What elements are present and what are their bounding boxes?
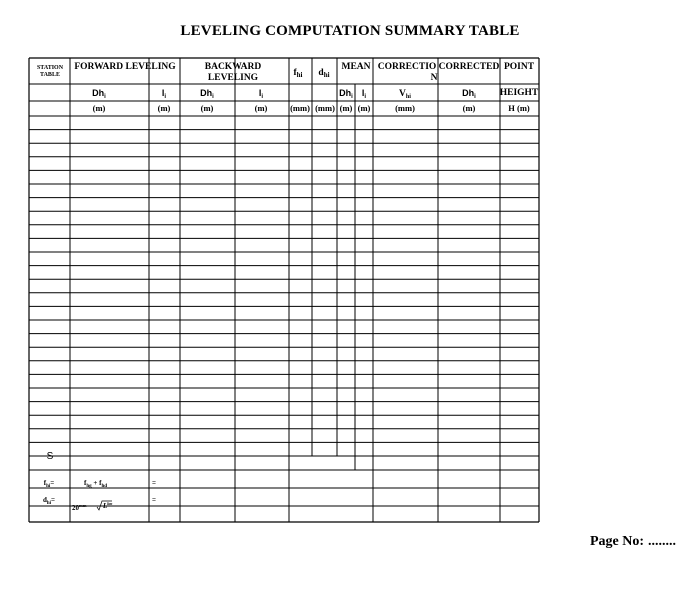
mean-l-subheader: $l_i$	[361, 88, 367, 100]
station-header-line1: STATION	[36, 65, 64, 71]
mean-dh-subheader: $Dh_i$	[339, 88, 353, 100]
backward-leveling-header-line2: LEVELING	[207, 73, 259, 83]
table-grid	[29, 58, 539, 522]
page-number-label: Page No:	[589, 534, 644, 549]
correction-header-line1: CORRECTIO	[377, 62, 437, 72]
fhi-unit: (mm)	[290, 103, 310, 113]
page-title: LEVELING COMPUTATION SUMMARY TABLE	[180, 23, 520, 39]
bw-l-subheader: $l_i$	[258, 88, 264, 100]
mean-l-unit: (m)	[357, 103, 371, 113]
fw-dh-unit: (m)	[92, 103, 106, 113]
fhi-formula: $f_{hg} + f_{hd}$	[84, 479, 108, 489]
fw-l-unit: (m)	[157, 103, 171, 113]
bw-l-unit: (m)	[254, 103, 268, 113]
fhi-result-eq: =	[152, 479, 156, 487]
point-header: POINT	[503, 62, 535, 72]
forward-leveling-header: FORWARD LEVELING	[74, 62, 176, 72]
sum-label: S	[46, 451, 54, 462]
height-unit: H (m)	[508, 103, 530, 113]
station-header-line2: TABLE	[40, 72, 60, 78]
fhi-header: $f_{hi}$	[293, 68, 303, 79]
v-subheader: $V_{hi}$	[399, 89, 411, 100]
v-unit: (mm)	[395, 103, 415, 113]
fw-dh-subheader: $Dh_i$	[92, 88, 106, 100]
page-number	[590, 534, 676, 550]
dhi-formula: $20^{mm}$	[72, 503, 87, 512]
bw-dh-unit: (m)	[200, 103, 214, 113]
height-subheader: HEIGHT	[499, 88, 539, 98]
corrected-header: CORRECTED	[438, 62, 500, 72]
mean-header: MEAN	[341, 62, 371, 72]
dhi-unit: (mm)	[315, 103, 335, 113]
corr-dh-subheader: $Dh_i$	[462, 88, 476, 100]
corr-dh-unit: (m)	[462, 103, 476, 113]
dhi-result-eq: =	[152, 496, 156, 504]
correction-header-line2: N	[430, 73, 438, 83]
dhi-header: $d_{hi}$	[318, 68, 330, 79]
bw-dh-subheader: $Dh_i$	[200, 88, 214, 100]
page-number-blank[interactable]: ........	[648, 534, 676, 549]
fhi-label: $f_{hi}=$	[43, 479, 55, 489]
backward-leveling-header-line1: BACKWARD	[204, 62, 262, 72]
mean-dh-unit: (m)	[339, 103, 353, 113]
dhi-label: $d_{hi}=$	[42, 496, 56, 506]
fw-l-subheader: $l_i$	[161, 88, 167, 100]
dhi-formula-root: $L^{km}$	[103, 501, 113, 510]
